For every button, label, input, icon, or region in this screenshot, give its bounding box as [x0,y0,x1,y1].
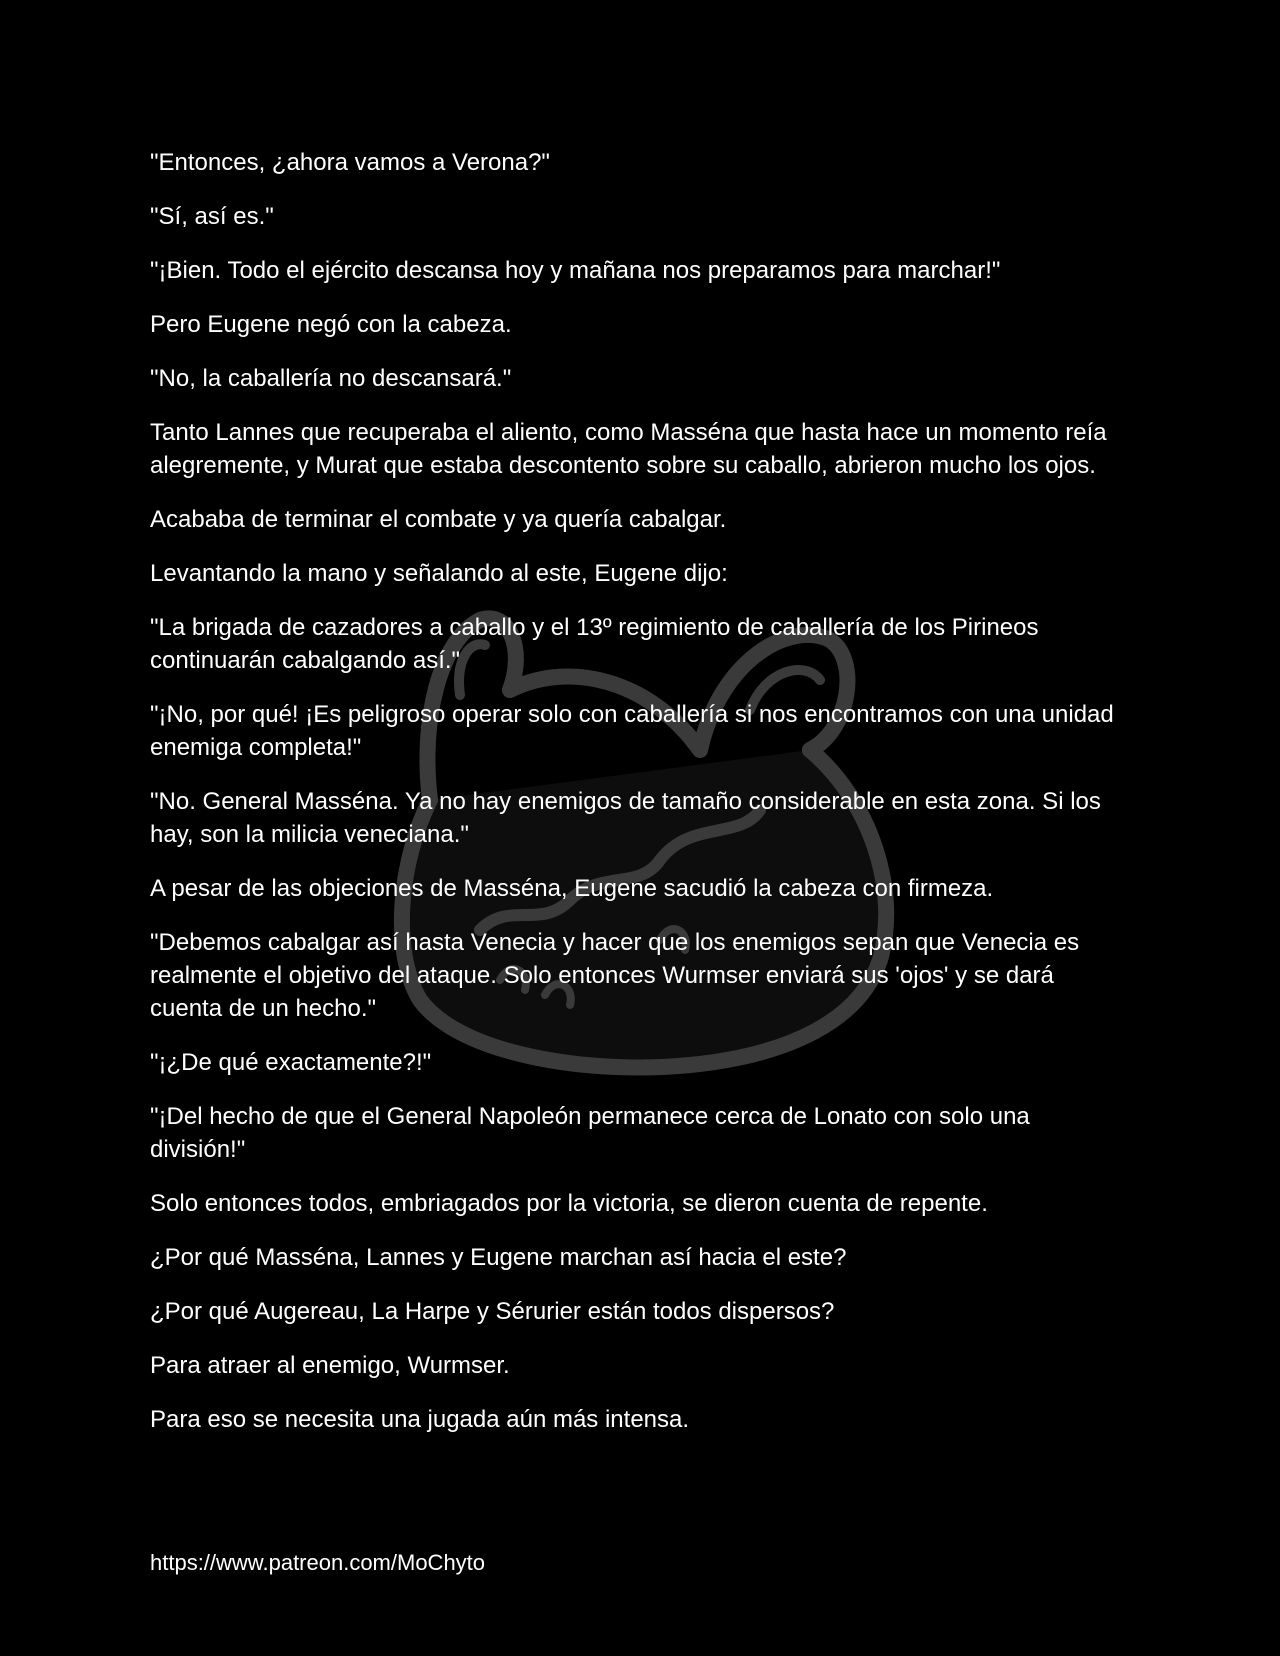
paragraph: ¿Por qué Augereau, La Harpe y Sérurier están todos dispersos? [150,1298,835,1325]
chapter-text [150,146,1130,1457]
paragraph: "Entonces, ¿ahora vamos a Verona?" [150,149,550,176]
paragraph: "No. General Masséna. Ya no hay enemigos de tamaño considerable en esta zona. Si los hay, son la milicia veneciana." [150,788,1101,848]
patreon-link[interactable]: https://www.patreon.com/MoChyto [150,1550,486,1575]
paragraph: Para atraer al enemigo, Wurmser. [150,1352,510,1379]
paragraph: "No, la caballería no descansará." [150,365,512,392]
paragraph: Acababa de terminar el combate y ya quería cabalgar. [150,506,727,533]
paragraph: "¡¿De qué exactamente?!" [150,1049,432,1076]
paragraph: "La brigada de cazadores a caballo y el 13º regimiento de caballería de los Pirineos continuarán cabalgando así." [150,614,1039,674]
paragraph: "¡Bien. Todo el ejército descansa hoy y mañana nos preparamos para marchar!" [150,257,1001,284]
paragraph: Tanto Lannes que recuperaba el aliento, como Masséna que hasta hace un momento reía alegremente, y Murat que estaba descontento sobre su caballo, abrieron mucho los ojos. [150,419,1107,479]
paragraph: Para eso se necesita una jugada aún más intensa. [150,1406,690,1433]
paragraph: "¡Del hecho de que el General Napoleón permanece cerca de Lonato con solo una división!" [150,1103,1030,1163]
paragraph: "¡No, por qué! ¡Es peligroso operar solo con caballería si nos encontramos con una unidad enemiga completa!" [150,701,1114,761]
paragraph: Pero Eugene negó con la cabeza. [150,311,512,338]
paragraph: "Sí, así es." [150,203,274,230]
paragraph: A pesar de las objeciones de Masséna, Eugene sacudió la cabeza con firmeza. [150,875,994,902]
paragraph: ¿Por qué Masséna, Lannes y Eugene marchan así hacia el este? [150,1244,847,1271]
paragraph: Solo entonces todos, embriagados por la victoria, se dieron cuenta de repente. [150,1190,988,1217]
paragraph: "Debemos cabalgar así hasta Venecia y hacer que los enemigos sepan que Venecia es realmente el objetivo del ataque. Solo entonces Wurmser enviará sus 'ojos' y se dará cuenta de un hecho." [150,929,1080,1022]
paragraph: Levantando la mano y señalando al este, Eugene dijo: [150,560,728,587]
